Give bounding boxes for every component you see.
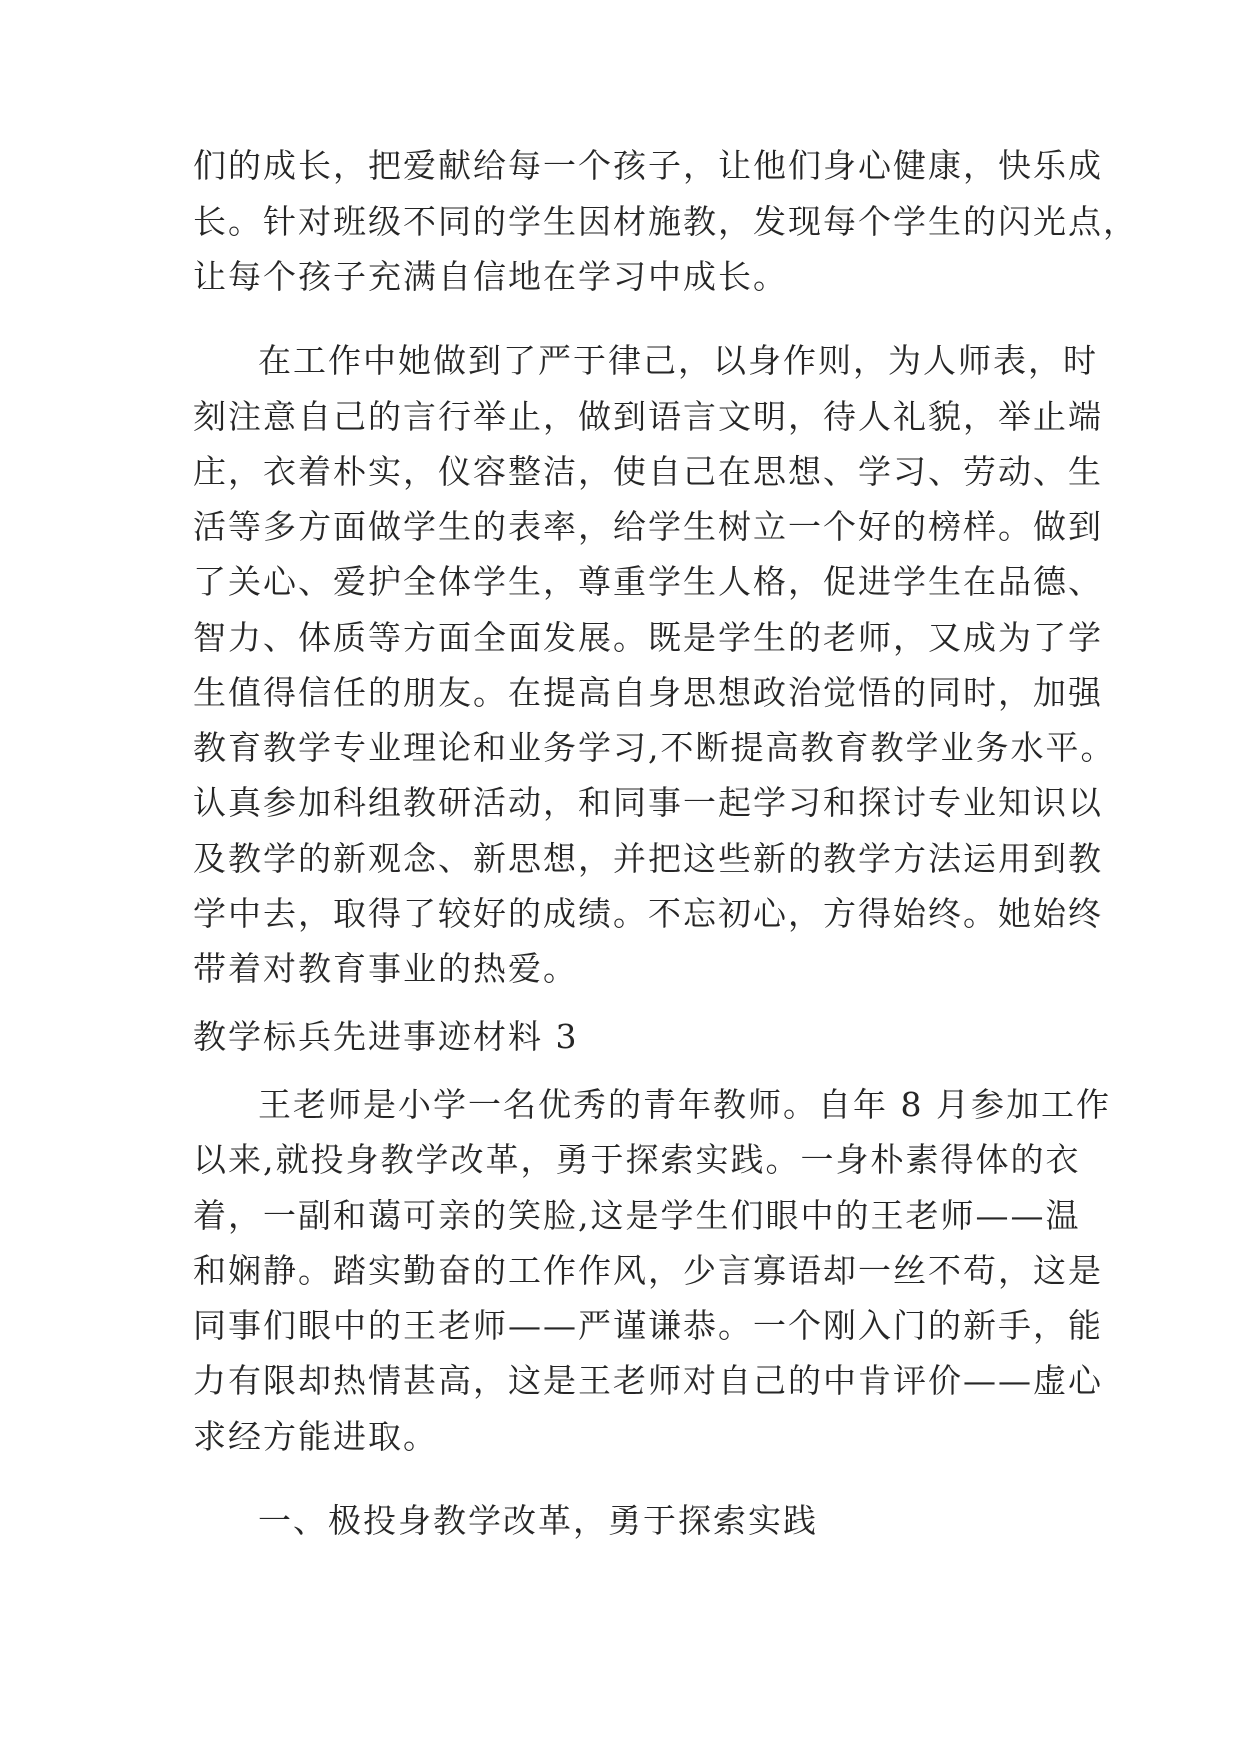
text-line: 活等多方面做学生的表率，给学生树立一个好的榜样。做到 (193, 507, 1103, 546)
text-line: 刻注意自己的言行举止，做到语言文明，待人礼貌，举止端 (193, 397, 1103, 436)
subheading: 一、极投身教学改革，勇于探索实践 (258, 1501, 818, 1540)
text-line: 王老师是小学一名优秀的青年教师。自年 8 月参加工作 (258, 1085, 1111, 1124)
text-line: 智力、体质等方面全面发展。既是学生的老师，又成为了学 (193, 618, 1103, 657)
text-line: 生值得信任的朋友。在提高自身思想政治觉悟的同时，加强 (193, 673, 1103, 712)
text-line: 同事们眼中的王老师——严谨谦恭。一个刚入门的新手，能 (193, 1306, 1103, 1345)
text-line: 带着对教育事业的热爱。 (193, 949, 578, 988)
text-line: 了关心、爱护全体学生，尊重学生人格，促进学生在品德、 (193, 562, 1103, 601)
text-line: 庄，衣着朴实，仪容整洁，使自己在思想、学习、劳动、生 (193, 452, 1103, 491)
text-line: 学中去，取得了较好的成绩。不忘初心，方得始终。她始终 (193, 894, 1103, 933)
text-line: 长。针对班级不同的学生因材施教，发现每个学生的闪光点， (193, 202, 1138, 241)
text-line: 求经方能进取。 (193, 1417, 438, 1456)
text-line: 力有限却热情甚高，这是王老师对自己的中肯评价——虚心 (193, 1361, 1103, 1400)
text-line: 认真参加科组教研活动，和同事一起学习和探讨专业知识以 (193, 783, 1103, 822)
text-line: 在工作中她做到了严于律己，以身作则，为人师表，时 (258, 341, 1098, 380)
text-line: 教育教学专业理论和业务学习,不断提高教育教学业务水平。 (193, 728, 1116, 767)
text-line: 以来,就投身教学改革，勇于探索实践。一身朴素得体的衣 (193, 1140, 1081, 1179)
text-line: 着，一副和蔼可亲的笑脸,这是学生们眼中的王老师——温 (193, 1196, 1081, 1235)
text-line: 们的成长，把爱献给每一个孩子，让他们身心健康，快乐成 (193, 146, 1103, 185)
text-line: 让每个孩子充满自信地在学习中成长。 (193, 257, 788, 296)
text-line: 和娴静。踏实勤奋的工作作风，少言寡语却一丝不苟，这是 (193, 1251, 1103, 1290)
section-heading: 教学标兵先进事迹材料 3 (193, 1017, 579, 1056)
text-line: 及教学的新观念、新思想，并把这些新的教学方法运用到教 (193, 839, 1103, 878)
